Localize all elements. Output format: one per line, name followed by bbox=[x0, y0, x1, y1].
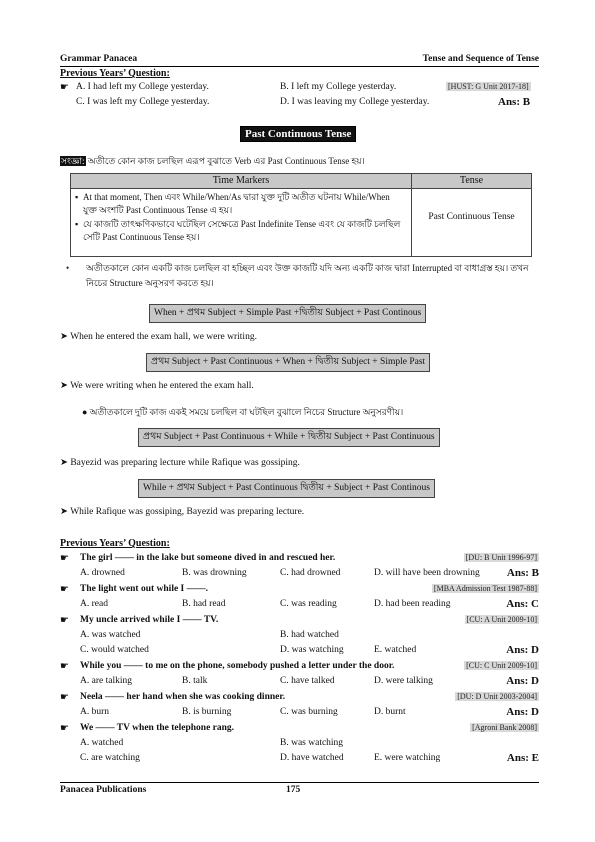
running-header bbox=[60, 54, 539, 67]
question-text: My uncle arrived while I —— TV. bbox=[80, 615, 219, 625]
options-row bbox=[60, 753, 539, 766]
pyq-heading: Previous Years’ Question: bbox=[60, 538, 170, 549]
structure-box-4: While + প্রথম Subject + Past Continuous দ্বিতীয় + Subject + Past Continous bbox=[138, 479, 435, 498]
question-row bbox=[60, 584, 539, 597]
header-chapter-title: Tense and Sequence of Tense bbox=[422, 54, 539, 64]
question-source: [CU: A Unit 2009-10] bbox=[466, 615, 537, 624]
options-row bbox=[60, 599, 539, 612]
time-marker-text: যে কাজটি তাৎক্ষণিকভাবে ঘটেছিল সেক্ষেত্রে Past Indefinite Tense এবং যে কাজটি চলছিল সেটি Past Continuous Tense হয়। bbox=[83, 219, 401, 242]
arrow-icon: ➤ bbox=[60, 332, 68, 342]
answer: Ans: B bbox=[498, 96, 531, 108]
option-c: C. had drowned bbox=[280, 568, 341, 578]
question-text: While you —— to me on the phone, somebody pushed a letter under the door. bbox=[80, 661, 395, 671]
option-b: B. had watched bbox=[280, 630, 339, 640]
question-text: The light went out while I ——. bbox=[80, 584, 208, 594]
structure-box-1: When + প্রথম Subject + Simple Past +দ্বিতীয় Subject + Past Continous bbox=[149, 304, 426, 323]
option-d: D. burnt bbox=[374, 707, 406, 717]
question-row bbox=[60, 553, 539, 566]
bullet-icon: ▪ bbox=[75, 219, 79, 229]
arrow-icon: ➤ bbox=[60, 458, 68, 468]
option-b: B. was drowning bbox=[182, 568, 247, 578]
option-d: D. have watched bbox=[280, 753, 344, 763]
question-row bbox=[60, 692, 539, 705]
options-row bbox=[60, 630, 539, 643]
pyq-top-row-2 bbox=[60, 97, 539, 110]
rule-text: অতীতকালে কোন একটি কাজ চলছিল বা হচ্ছিল এবং উক্ত কাজটি যদি অন্য একটি কাজ দ্বারা Interrupted বা বাধাগ্রস্ত হয়। তখন নিচের Structure অনুসরণ করতে হয়। bbox=[86, 263, 529, 288]
pointer-icon: ☛ bbox=[60, 723, 69, 734]
option-c: C. are watching bbox=[80, 753, 140, 763]
options-row bbox=[60, 676, 539, 689]
pointer-icon: ☛ bbox=[60, 82, 69, 93]
arrow-icon: ➤ bbox=[60, 507, 68, 517]
option-a: A. watched bbox=[80, 738, 124, 748]
bullet-icon: ▪ bbox=[75, 192, 79, 202]
options-row bbox=[60, 568, 539, 581]
option-b: B. was watching bbox=[280, 738, 344, 748]
question-row bbox=[60, 723, 539, 736]
answer: Ans: D bbox=[506, 675, 539, 687]
page-number: 175 bbox=[286, 785, 301, 795]
question-source: [DU: D Unit 2003-2004] bbox=[457, 692, 537, 701]
option-a: A. drowned bbox=[80, 568, 125, 578]
page-footer bbox=[60, 782, 539, 797]
question-source: [DU: B Unit 1996-97] bbox=[465, 553, 537, 562]
example-2 bbox=[60, 380, 254, 391]
pyq-top-row-1 bbox=[60, 82, 539, 95]
pointer-icon: ☛ bbox=[60, 661, 69, 672]
question-text: Neela —— her hand when she was cooking dinner. bbox=[80, 692, 286, 702]
question-source: [CU: C Unit 2009-10] bbox=[466, 661, 537, 670]
tense-cell: Past Continuous Tense bbox=[428, 212, 515, 222]
question-row bbox=[60, 615, 539, 628]
example-3 bbox=[60, 457, 300, 468]
option-b: B. I left my College yesterday. bbox=[280, 82, 397, 92]
example-text: When he entered the exam hall, we were writing. bbox=[70, 332, 257, 342]
question-source: [Agroni Bank 2008] bbox=[472, 723, 537, 732]
options-row bbox=[60, 645, 539, 658]
definition-text: অতীতে কোন কাজ চলছিল এরূপ বুঝাতে Verb এর Past Continuous Tense হয়। bbox=[85, 156, 365, 166]
option-b: B. is burning bbox=[182, 707, 232, 717]
question-text: The girl —— in the lake but someone dived in and rescued her. bbox=[80, 553, 336, 563]
option-d: D. I was leaving my College yesterday. bbox=[280, 97, 430, 107]
table-header-time-markers: Time Markers bbox=[71, 174, 411, 189]
question-source: [MBA Admission Test 1987-88] bbox=[433, 584, 537, 593]
structure-box-3: প্রথম Subject + Past Continuous + While + দ্বিতীয় Subject + Past Continuous bbox=[138, 428, 440, 447]
question-text: We —— TV when the telephone rang. bbox=[80, 723, 235, 733]
option-d: D. were talking bbox=[374, 676, 433, 686]
publisher-name: Panacea Publications bbox=[60, 785, 147, 795]
option-d: D. was watching bbox=[280, 645, 344, 655]
option-c: C. was reading bbox=[280, 599, 337, 609]
option-c: C. have talked bbox=[280, 676, 335, 686]
definition-label: সংজ্ঞা: bbox=[61, 156, 85, 166]
pointer-icon: ☛ bbox=[60, 692, 69, 703]
answer: Ans: B bbox=[506, 567, 539, 579]
option-c: C. I was left my College yesterday. bbox=[76, 97, 210, 107]
option-a: A. was watched bbox=[80, 630, 141, 640]
option-a: A. are talking bbox=[80, 676, 132, 686]
pointer-icon: ☛ bbox=[60, 553, 69, 564]
options-row bbox=[60, 707, 539, 720]
example-text: While Rafique was gossiping, Bayezid was preparing lecture. bbox=[70, 507, 305, 517]
answer: Ans: C bbox=[506, 598, 539, 610]
option-d: D. had been reading bbox=[374, 599, 451, 609]
option-b: B. had read bbox=[182, 599, 226, 609]
question-source: [HUST: G Unit 2017-18] bbox=[448, 82, 529, 91]
option-d: D. will have been drowning bbox=[374, 568, 480, 578]
example-text: We were writing when he entered the exam hall. bbox=[70, 381, 254, 391]
answer: Ans: D bbox=[506, 706, 539, 718]
question-row bbox=[60, 661, 539, 674]
time-marker-text: At that moment, Then এবং While/When/As দ্বারা যুক্ত দুটি অতীত ঘটনায় While/When যুক্ত অংশটি Past Continuous Tense এ হয়। bbox=[83, 192, 390, 215]
option-a: A. burn bbox=[80, 707, 110, 717]
pyq-heading-top: Previous Years’ Question: bbox=[60, 68, 170, 79]
structure-box-2: প্রথম Subject + Past Continuous + When + দ্বিতীয় Subject + Simple Past bbox=[146, 353, 430, 372]
answer: Ans: D bbox=[506, 644, 539, 656]
example-4 bbox=[60, 506, 304, 517]
option-e: E. were watching bbox=[374, 753, 441, 763]
pointer-icon: ☛ bbox=[60, 584, 69, 595]
section-title: Past Continuous Tense bbox=[240, 126, 356, 142]
example-1 bbox=[60, 331, 257, 342]
arrow-icon: ➤ bbox=[60, 381, 68, 391]
header-book-title: Grammar Panacea bbox=[60, 54, 138, 64]
option-b: B. talk bbox=[182, 676, 208, 686]
option-e: E. watched bbox=[374, 645, 417, 655]
option-c: C. was burning bbox=[280, 707, 338, 717]
option-a: A. I had left my College yesterday. bbox=[76, 82, 209, 92]
time-markers-table bbox=[70, 173, 532, 257]
simultaneous-note: ● অতীতকালে দুটি কাজ একই সময়ে চলছিল বা ঘটছিল বুঝালে নিচের Structure অনুসরণীয়। bbox=[82, 407, 404, 417]
example-text: Bayezid was preparing lecture while Rafique was gossiping. bbox=[70, 458, 300, 468]
table-header-tense: Tense bbox=[412, 174, 531, 189]
options-row bbox=[60, 738, 539, 751]
bullet-icon: • bbox=[66, 263, 70, 273]
pointer-icon: ☛ bbox=[60, 615, 69, 626]
definition bbox=[60, 154, 365, 169]
answer: Ans: E bbox=[506, 752, 539, 764]
option-c: C. would watched bbox=[80, 645, 149, 655]
option-a: A. read bbox=[80, 599, 108, 609]
